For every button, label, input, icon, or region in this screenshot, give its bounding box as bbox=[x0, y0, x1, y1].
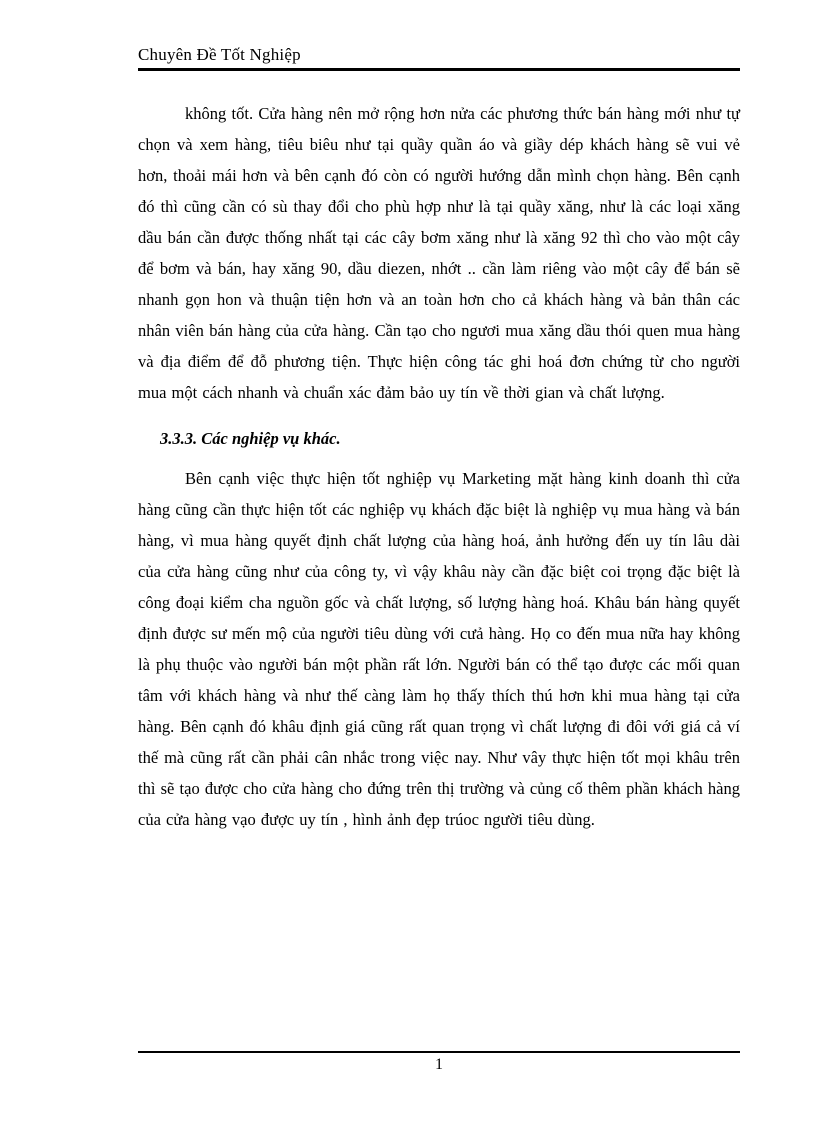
page-number: 1 bbox=[435, 1056, 443, 1073]
paragraph-2: Bên cạnh việc thực hiện tốt nghiệp vụ Marketing mặt hàng kinh doanh thì cửa hàng cũng cần thực hiện tốt các nghiệp vụ khách đặc biệt là nghiệp vụ mua hàng và bán hàng, vì mua hàng quyết định chất lượng của hàng hoá, ảnh hưởng đến uy tín lâu dài của cửa hàng cũng như của công ty, vì vậy khâu này cần đặc biệt coi trọng đặc biệt là công đoại kiểm cha nguồn gốc và chất lượng, số lượng hàng hoá. Khâu bán hàng quyết định được sư mến mộ của người tiêu dùng với cưả hàng. Họ co đến mua nữa hay không là phụ thuộc vào người bán một phần rất lớn. Người bán có thể tạo được các mối quan tâm với khách hàng và như thế càng làm họ thấy thích thú hơn khi mua hàng tại cửa hàng. Bên cạnh đó khâu định giá cũng rất quan trọng vì chất lượng đi đôi với giá cả ví thế mà cũng rất cần phải cân nhắc trong việc nay. Như vây thực hiện tốt mọi khâu trên thì sẽ tạo được cho cửa hàng cho đứng trên thị trường và củng cố thêm phần khách hàng của cửa hàng vạo được uy tín , hình ảnh đẹp trúoc người tiêu dùng. bbox=[138, 469, 740, 829]
page-footer bbox=[138, 1051, 740, 1076]
document-body bbox=[138, 98, 740, 835]
section-heading: 3.3.3. Các nghiệp vụ khác. bbox=[160, 429, 341, 448]
page-header bbox=[138, 45, 740, 71]
footer-divider bbox=[138, 1051, 740, 1053]
paragraph-1: không tốt. Cửa hàng nên mở rộng hơn nửa các phương thức bán hàng mới như tự chọn và xem hàng, tiêu biêu như tại quầy quần áo và giầy dép khách hàng sẽ vui vẻ hơn, thoải mái hơn và bên cạnh đó còn có người hướng dẫn mình chọn hàng. Bên cạnh đó thì cũng cần có sù thay đổi cho phù hợp như là tại quầy xăng, như là các loại xăng dầu bán cần được thống nhất tại các cây bơm xăng như là xăng 92 thì cho vào một cây để bơm và bán, hay xăng 90, dầu diezen, nhớt .. cần làm riêng vào một cây để bán sẽ nhanh gọn hon và thuận tiện hơn và an toàn hơn cho cả khách hàng và bản thân các nhân viên bán hàng của cửa hàng. Cần tạo cho ngươi mua xăng dầu thói quen mua hàng và địa điểm để đỗ phương tiện. Thực hiện công tác ghi hoá đơn chứng từ cho người mua một cách nhanh và chuẩn xác đảm bảo uy tín về thời gian và chất lượng. bbox=[138, 104, 740, 402]
header-title: Chuyên Đề Tốt Nghiệp bbox=[138, 45, 301, 64]
